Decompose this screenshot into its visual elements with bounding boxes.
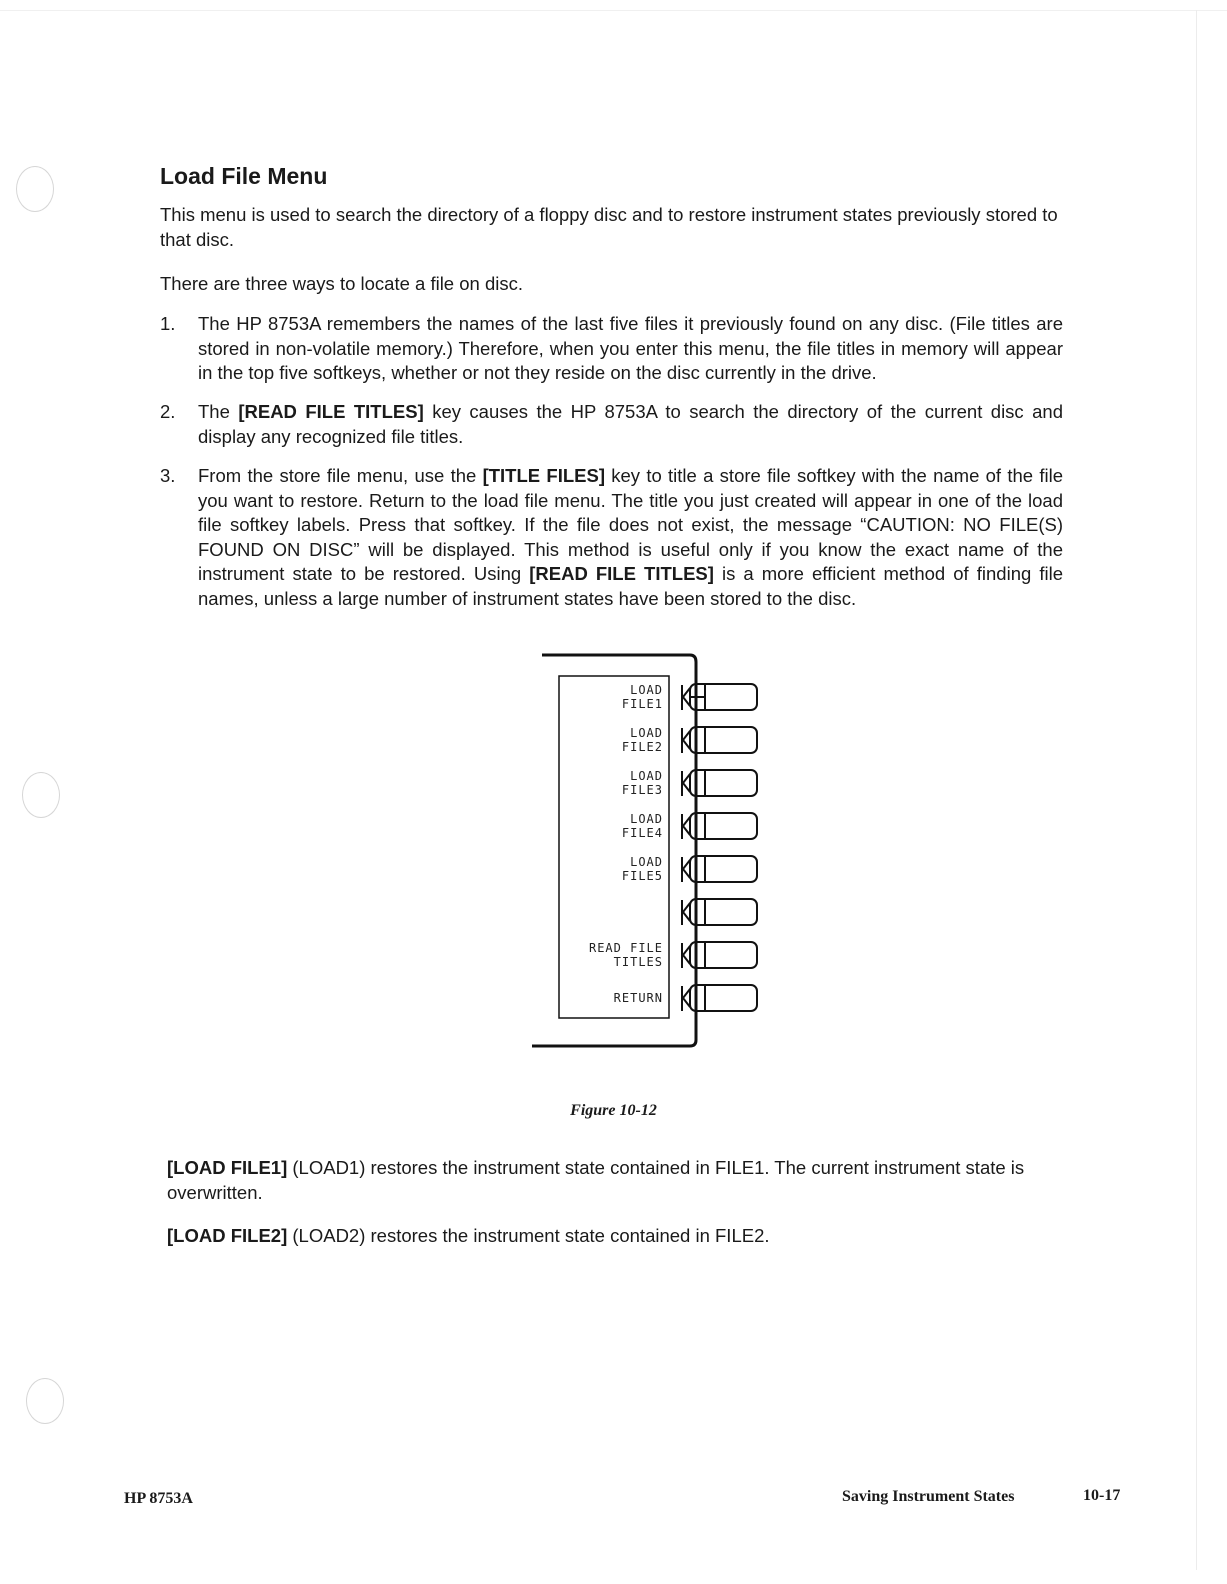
key-load-file1: [LOAD FILE1] — [167, 1157, 288, 1178]
softkey-label-read-file-titles: READ FILE TITLES — [588, 941, 663, 969]
punch-hole-bottom — [26, 1378, 64, 1424]
footer-section-title: Saving Instrument States — [842, 1488, 1015, 1505]
ways-intro-paragraph: There are three ways to locate a file on disc. — [160, 273, 523, 294]
softkey-label-return: RETURN — [613, 991, 663, 1005]
softkey-label-load-file3: LOAD FILE3 — [621, 769, 663, 797]
list-number: 1. — [160, 313, 176, 334]
key-read-file-titles: [READ FILE TITLES] — [529, 563, 714, 584]
section-heading: Load File Menu — [160, 163, 328, 189]
key-read-file-titles: [READ FILE TITLES] — [238, 401, 424, 422]
punch-hole-top — [16, 166, 54, 212]
softkey-label-load-file1: LOAD FILE1 — [621, 683, 663, 711]
list-number: 3. — [160, 465, 176, 486]
softkey-label-load-file4: LOAD FILE4 — [621, 812, 663, 840]
footer-product: HP 8753A — [124, 1490, 193, 1507]
figure-caption: Figure 10-12 — [570, 1102, 657, 1119]
page-edge-top — [0, 10, 1227, 11]
softkey-label-load-file2: LOAD FILE2 — [621, 726, 663, 754]
list-item-3 — [160, 464, 1065, 634]
list-item-1 — [160, 312, 1065, 388]
page-edge-right — [1196, 10, 1197, 1570]
definition-load-file1: [LOAD FILE1] (LOAD1) restores the instrument state contained in FILE1. The current instrument state is overwritten. — [167, 1157, 1025, 1203]
softkey-menu-figure — [530, 648, 770, 1050]
list-text: From the store file menu, use the [TITLE FILES] key to title a store file softkey with the name of the file you want to restore. Return to the load file menu. The title you just created will appear in one of the load file softkey labels. Press that softkey. If the file does not exist, the message “CAUTION: NO FILE(S) FOUND ON DISC” will be displayed. This method is useful only if you know the exact name of the instrument state to be restored. Using [READ FILE TITLES] is a more efficient method of finding file names, unless a large number of instrument states have been stored to the disc. — [198, 465, 1063, 609]
list-text: The HP 8753A remembers the names of the last five files it previously found on any disc. (File titles are stored in non-volatile memory.) Therefore, when you enter this menu, the file titles in memory will appear in the top five softkeys, whether or not they reside on the disc currently in the drive. — [198, 313, 1063, 383]
intro-paragraph: This menu is used to search the directory of a floppy disc and to restore instrument states previously stored to that disc. — [160, 204, 1058, 250]
key-title-files: [TITLE FILES] — [482, 465, 605, 486]
list-item-2 — [160, 400, 1065, 452]
definition-load-file2: [LOAD FILE2] (LOAD2) restores the instrument state contained in FILE2. — [167, 1225, 770, 1246]
list-text: The [READ FILE TITLES] key causes the HP 8753A to search the directory of the current disc and display any recognized file titles. — [198, 401, 1063, 447]
footer-page-number: 10-17 — [1083, 1487, 1121, 1504]
softkey-label-area — [559, 676, 663, 1018]
list-number: 2. — [160, 401, 176, 422]
punch-hole-middle — [22, 772, 60, 818]
softkey-label-load-file5: LOAD FILE5 — [621, 855, 663, 883]
key-load-file2: [LOAD FILE2] — [167, 1225, 288, 1246]
